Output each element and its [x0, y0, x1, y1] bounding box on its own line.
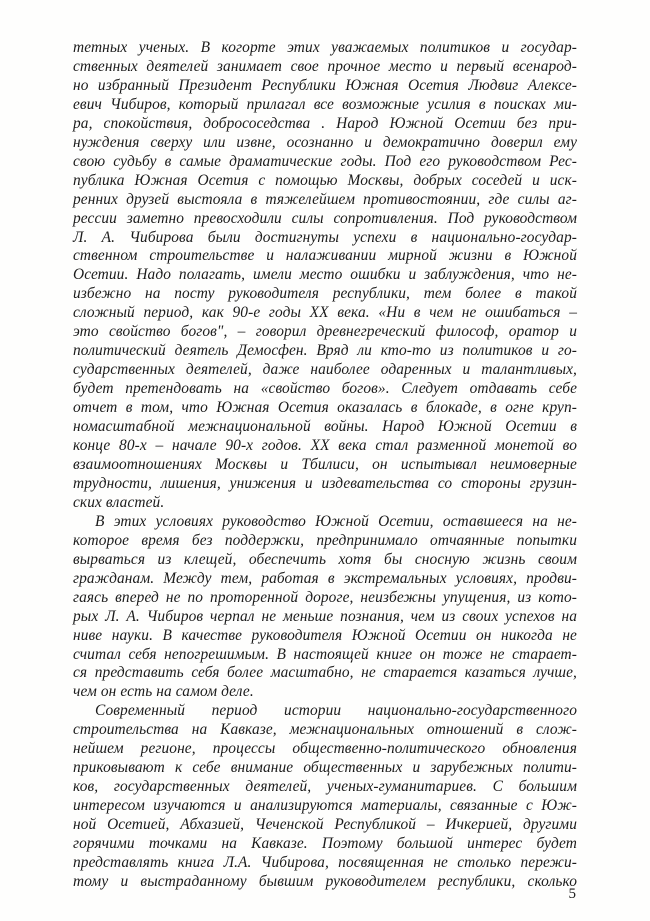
text-line: евич Чибиров, который прилагал все возможные усилия в поисках ми- [73, 95, 577, 113]
text-line: взаимоотношениях Москвы и Тбилиси, он испытывал неимоверные [73, 455, 577, 473]
text-line: нуждения сверху или извне, осознанно и демократично доверил ему [73, 133, 577, 151]
text-line: рессии заметно превосходили силы сопротивления. Под руководством [73, 209, 577, 227]
text-line: свою судьбу в самые драматические годы. Под его руководством Рес- [73, 152, 577, 170]
page-number: 5 [568, 886, 576, 902]
text-line: гражданам. Между тем, работая в экстремальных условиях, продви- [73, 569, 577, 587]
text-line: рых Л. А. Чибиров черпал не меньше познания, чем из своих успехов на [73, 607, 577, 625]
text-line: чем он есть на самом деле. [73, 683, 254, 701]
text-line: сударственных деятелей, даже наиболее одаренных и талантливых, [73, 361, 577, 379]
text-line: ра, спокойствия, добрососедства . Народ Южной Осетии без при- [73, 114, 577, 132]
text-line: Современный период истории национально-государственного [95, 702, 577, 720]
text-line: ков, государственных деятелей, ученых-гуманитариев. С большим [73, 778, 577, 796]
text-line: представлять книга Л.А. Чибирова, посвященная не столько пережи- [73, 853, 577, 871]
text-line: интересом изучаются и анализируются материалы, связанные с Юж- [73, 797, 577, 815]
text-line: но избранный Президент Республики Южная Осетия Людвиг Алексе- [73, 76, 577, 94]
text-line: В этих условиях руководство Южной Осетии, оставшееся на не- [95, 512, 577, 530]
text-line: тому и выстраданному бывшим руководителем республики, сколько [73, 872, 577, 890]
text-line: отчет в том, что Южная Осетия оказалась в блокаде, в огне круп- [73, 399, 577, 417]
text-line: приковывают к себе внимание общественных и зарубежных полити- [73, 759, 577, 777]
text-line: сложный период, как 90-е годы XX века. «Ни в чем не ошибаться – [73, 304, 577, 322]
body-text [73, 39, 577, 892]
text-line: которое время без поддержки, предпринимало отчаянные попытки [73, 531, 577, 549]
text-line: ся представить себя более масштабно, не старается казаться лучше, [73, 664, 577, 682]
text-line: горячими точками на Кавказе. Поэтому большой интерес будет [73, 835, 577, 853]
text-line: конце 80-х – начале 90-х годов. XX века стал разменной монетой во [73, 437, 577, 455]
text-line: ственном строительстве и налаживании мирной жизни в Южной [73, 247, 577, 265]
text-line: трудности, лишения, унижения и издевательства со стороны грузин- [73, 474, 577, 492]
text-line: номасштабной межнациональной войны. Народ Южной Осетии в [73, 418, 577, 436]
text-line: Осетии. Надо полагать, имели место ошибки и заблуждения, что не- [73, 266, 577, 284]
text-line: политический деятель Демосфен. Вряд ли кто-то из политиков и го- [73, 342, 577, 360]
text-line: считал себя непогрешимым. В настоящей книге он тоже не старает- [73, 645, 577, 663]
text-line: ной Осетией, Абхазией, Чеченской Республикой – Ичкерией, другими [73, 816, 577, 834]
text-line: строительства на Кавказе, межнациональных отношений в слож- [73, 721, 577, 739]
text-line: публика Южная Осетия с помощью Москвы, добрых соседей и иск- [73, 171, 577, 189]
text-line: ренних друзей выстояла в тяжелейшем противостоянии, где силы аг- [73, 190, 577, 208]
text-line: ских властей. [73, 493, 165, 511]
text-line: это свойство богов", – говорил древнегреческий философ, оратор и [73, 323, 577, 341]
text-line: ниве науки. В качестве руководителя Южной Осетии он никогда не [73, 626, 577, 644]
text-line: Л. А. Чибирова были достигнуты успехи в национально-государ- [73, 228, 577, 246]
text-line: избежно на посту руководителя республики, тем более в такой [73, 285, 577, 303]
text-line: тетных ученых. В когорте этих уважаемых политиков и государ- [73, 39, 577, 56]
text-line: нейшем регионе, процессы общественно-политического обновления [73, 740, 577, 758]
text-line: будет претендовать на «свойство богов». Следует отдавать себе [73, 380, 577, 398]
text-line: ственных деятелей занимает свое прочное место и первый всенарод- [73, 57, 577, 75]
text-line: вырваться из клещей, обеспечить хотя бы сносную жизнь своим [73, 550, 577, 568]
text-line: гаясь вперед не по проторенной дороге, неизбежны упущения, из кото- [73, 588, 577, 606]
